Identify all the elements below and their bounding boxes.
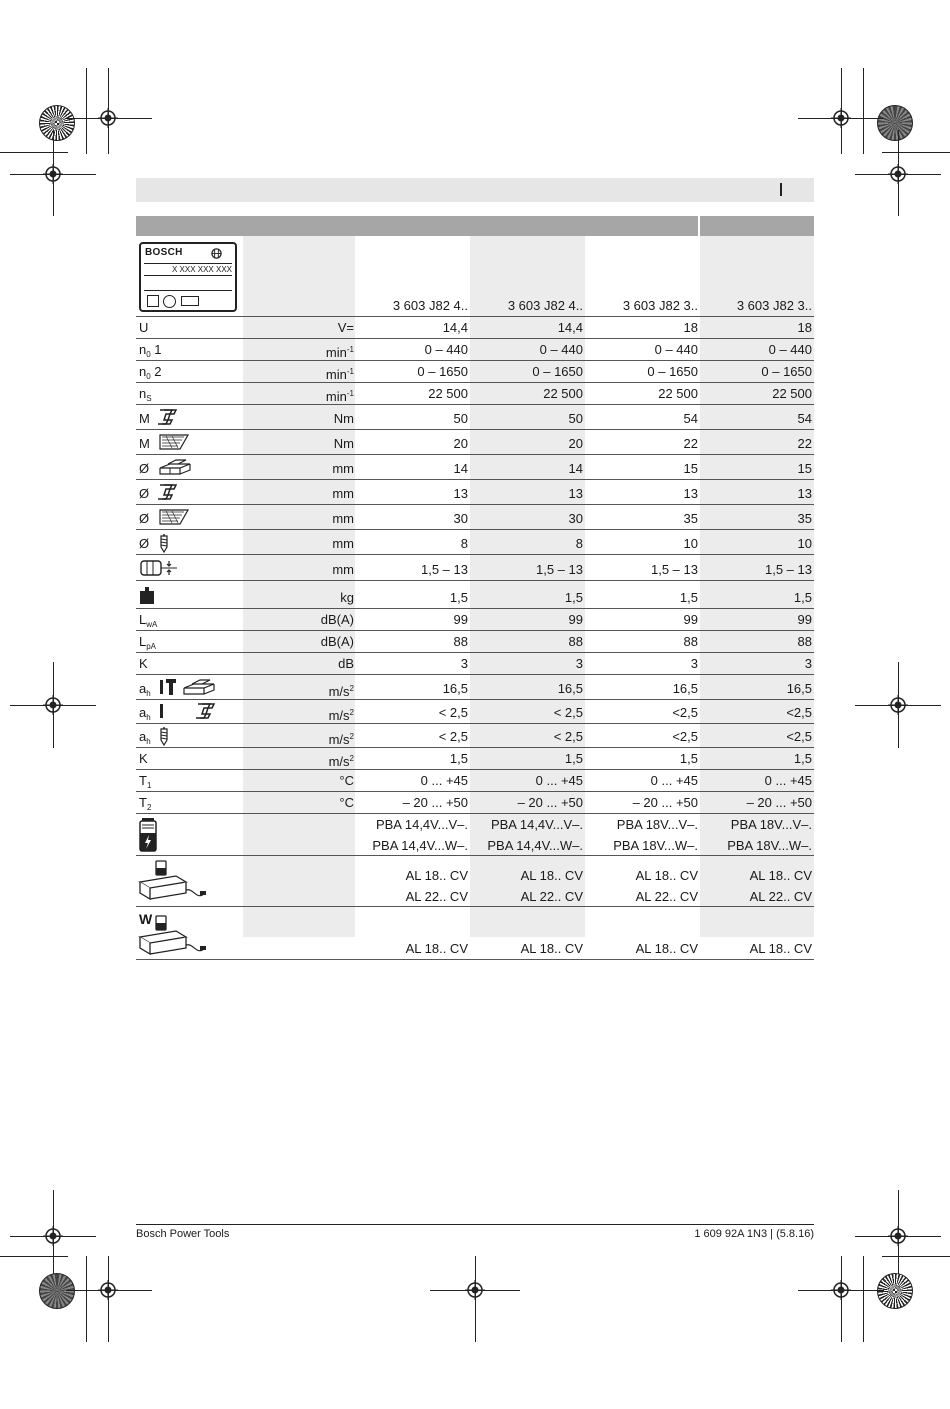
battery-icon: [139, 818, 157, 852]
row-value: 1,5: [564, 751, 583, 766]
row-unit: $m/s^2$: [328, 754, 354, 769]
bosch-logo-icon: [211, 248, 222, 259]
row-value: 8: [575, 536, 583, 551]
row-value: 22: [797, 436, 812, 451]
row-value: 14: [568, 461, 583, 476]
table-row: [136, 555, 814, 581]
footer-rule: [136, 1224, 814, 1225]
table-row: [136, 748, 814, 770]
row-unit: kg: [340, 590, 354, 605]
row-value: 0 – 1650: [417, 364, 468, 379]
row-value: 16,5: [786, 681, 812, 696]
row-label: $n_S$: [139, 386, 152, 403]
table-row: [136, 339, 814, 361]
row-label: U: [139, 320, 149, 335]
row-label: Ø: [139, 511, 150, 526]
row-label: Ø: [139, 461, 150, 476]
row-value: 15: [797, 461, 812, 476]
table-row: [136, 675, 814, 700]
charger-w-icon: [138, 915, 208, 957]
row-value: 30: [453, 511, 468, 526]
row-value: 1,5: [679, 590, 698, 605]
column-header-1: 3 603 J82 4..: [392, 298, 468, 313]
registration-rosette-icon: [39, 1273, 75, 1309]
row-value: 1,5: [679, 751, 698, 766]
row-label: $L_{wA}$: [139, 612, 158, 629]
battery-line1-col4: PBA 18V...V–.: [730, 817, 812, 832]
row-label: $L_{pA}$: [139, 634, 157, 651]
row-value: 3: [804, 656, 812, 671]
row-label: M: [139, 411, 150, 426]
row-unit: mm: [332, 461, 354, 476]
row-value: 88: [453, 634, 468, 649]
table-row: [136, 770, 814, 792]
row-value: – 20 ... +50: [517, 795, 583, 810]
row-value: < 2,5: [553, 729, 583, 744]
row-label: $n_0$ 2: [139, 364, 162, 381]
row-unit: mm: [332, 536, 354, 551]
row-unit: Nm: [333, 436, 354, 451]
table-row: [136, 383, 814, 405]
table-row: [136, 530, 814, 555]
row-label: M: [139, 436, 150, 451]
row-value: 22 500: [658, 386, 698, 401]
masonry-icon: [158, 458, 192, 481]
charger-line1-col2: AL 18.. CV: [520, 868, 583, 883]
row-value: 1,5: [793, 751, 812, 766]
row-value: 20: [568, 436, 583, 451]
row-value: 1,5: [564, 590, 583, 605]
wood-icon: [158, 508, 190, 531]
row-unit: dB(A): [320, 634, 354, 649]
row-value: 88: [568, 634, 583, 649]
row-value: 0 – 1650: [532, 364, 583, 379]
table-row: [136, 581, 814, 609]
row-label: $a_h$: [139, 705, 151, 722]
table-header-band: [136, 216, 814, 236]
row-value: <2,5: [786, 729, 812, 744]
charger-icon: [138, 860, 208, 902]
charger-w-col2: AL 18.. CV: [520, 941, 583, 956]
table-row: [136, 653, 814, 675]
row-value: 13: [683, 486, 698, 501]
row-label: $T_1$: [139, 773, 152, 790]
row-unit: dB: [338, 656, 354, 671]
page-header-divider: [780, 183, 782, 196]
row-value: 15: [683, 461, 698, 476]
row-value: <2,5: [786, 705, 812, 720]
row-value: 99: [797, 612, 812, 627]
row-value: 88: [797, 634, 812, 649]
column-header-3: 3 603 J82 3..: [622, 298, 698, 313]
row-value: 54: [797, 411, 812, 426]
row-unit: $\min^{-1}$: [325, 389, 354, 404]
hammer-masonry-icon: [150, 678, 216, 701]
row-value: 20: [453, 436, 468, 451]
row-unit: mm: [332, 486, 354, 501]
table-row: [136, 792, 814, 814]
row-value: 18: [683, 320, 698, 335]
row-value: 13: [453, 486, 468, 501]
row-value: 99: [683, 612, 698, 627]
row-value: 3: [690, 656, 698, 671]
row-value: 14: [453, 461, 468, 476]
row-value: 1,5 – 13: [421, 562, 468, 577]
table-row: [136, 700, 814, 724]
table-row: [136, 505, 814, 530]
row-value: 1,5: [793, 590, 812, 605]
row-value: 35: [797, 511, 812, 526]
row-value: 8: [460, 536, 468, 551]
battery-line2-col1: PBA 14,4V...W–.: [372, 838, 468, 853]
row-value: 54: [683, 411, 698, 426]
row-unit: $m/s^2$: [328, 684, 354, 699]
row-value: 0 – 1650: [647, 364, 698, 379]
row-label: Ø: [139, 486, 150, 501]
square-icon: [147, 295, 159, 307]
row-unit: $\min^{-1}$: [325, 345, 354, 360]
row-value: < 2,5: [438, 729, 468, 744]
row-value: 22: [683, 436, 698, 451]
charger-w-col3: AL 18.. CV: [635, 941, 698, 956]
row-value: 0 – 1650: [761, 364, 812, 379]
row-label: $T_2$: [139, 795, 152, 812]
row-unit: mm: [332, 562, 354, 577]
row-value: < 2,5: [438, 705, 468, 720]
row-label: $a_h$: [139, 729, 151, 746]
row-label: $a_h$: [139, 681, 151, 698]
charger-line1-col3: AL 18.. CV: [635, 868, 698, 883]
row-value: 22 500: [543, 386, 583, 401]
row-value: 14,4: [557, 320, 583, 335]
battery-line2-col4: PBA 18V...W–.: [727, 838, 812, 853]
row-label: K: [139, 751, 148, 766]
row-value: 50: [453, 411, 468, 426]
row-value: 0 – 440: [539, 342, 583, 357]
row-value: 1,5 – 13: [765, 562, 812, 577]
table-row-battery: [136, 814, 814, 856]
row-value: 88: [683, 634, 698, 649]
table-row: [136, 405, 814, 430]
nameplate-serial: X XXX XXX XXX: [144, 263, 232, 276]
table-row: [136, 317, 814, 339]
table-row: [136, 724, 814, 748]
row-value: 0 ... +45: [535, 773, 583, 788]
row-value: 13: [797, 486, 812, 501]
charger-line1-col4: AL 18.. CV: [749, 868, 812, 883]
steel-icon: [158, 408, 178, 431]
charger-line2-col3: AL 22.. CV: [635, 889, 698, 904]
row-value: 3: [460, 656, 468, 671]
row-value: 99: [568, 612, 583, 627]
page-header-bar: [136, 178, 814, 202]
rectangle-icon: [181, 296, 199, 306]
registration-rosette-icon: [877, 1273, 913, 1309]
row-value: – 20 ... +50: [632, 795, 698, 810]
row-value: 13: [568, 486, 583, 501]
charger-line2-col4: AL 22.. CV: [749, 889, 812, 904]
charger-line2-col1: AL 22.. CV: [405, 889, 468, 904]
row-value: – 20 ... +50: [746, 795, 812, 810]
row-unit: V=: [337, 320, 354, 335]
row-value: 0 – 440: [768, 342, 812, 357]
row-value: 3: [575, 656, 583, 671]
table-row-charger-w: [136, 907, 814, 960]
table-row-charger: [136, 856, 814, 907]
row-value: <2,5: [672, 705, 698, 720]
charger-line2-col2: AL 22.. CV: [520, 889, 583, 904]
row-value: 10: [683, 536, 698, 551]
row-value: 1,5: [449, 751, 468, 766]
row-value: 22 500: [428, 386, 468, 401]
column-header-2: 3 603 J82 4..: [507, 298, 583, 313]
row-value: 16,5: [557, 681, 583, 696]
row-value: 0 ... +45: [764, 773, 812, 788]
row-value: 1,5 – 13: [651, 562, 698, 577]
table-row: [136, 609, 814, 631]
footer-brand: Bosch Power Tools: [136, 1228, 230, 1240]
row-label: Ø: [139, 536, 150, 551]
row-unit: mm: [332, 511, 354, 526]
charger-line1-col1: AL 18.. CV: [405, 868, 468, 883]
steel-icon: [158, 483, 178, 506]
charger-w-col4: AL 18.. CV: [749, 941, 812, 956]
row-value: 50: [568, 411, 583, 426]
row-value: 10: [797, 536, 812, 551]
row-value: 30: [568, 511, 583, 526]
row-value: – 20 ... +50: [402, 795, 468, 810]
chuck-icon: [139, 559, 179, 582]
battery-line2-col3: PBA 18V...W–.: [613, 838, 698, 853]
row-value: 99: [453, 612, 468, 627]
charger-w-letter: W: [139, 911, 153, 927]
nameplate-brand: BOSCH: [145, 247, 183, 258]
battery-line2-col2: PBA 14,4V...W–.: [487, 838, 583, 853]
row-value: 16,5: [442, 681, 468, 696]
circle-icon: [163, 295, 176, 308]
row-value: 16,5: [672, 681, 698, 696]
registration-rosette-icon: [39, 105, 75, 141]
row-label: K: [139, 656, 148, 671]
table-row: [136, 631, 814, 653]
table-row: [136, 455, 814, 480]
battery-line1-col3: PBA 18V...V–.: [616, 817, 698, 832]
row-value: 0 – 440: [654, 342, 698, 357]
registration-rosette-icon: [877, 105, 913, 141]
battery-line1-col1: PBA 14,4V...V–.: [375, 817, 468, 832]
row-value: 22 500: [772, 386, 812, 401]
row-unit: $m/s^2$: [328, 708, 354, 723]
row-label: $n_0$ 1: [139, 342, 162, 359]
row-unit: dB(A): [320, 612, 354, 627]
nameplate: [139, 242, 237, 312]
technical-data-table: [136, 236, 814, 960]
footer-doc-number: 1 609 92A 1N3 | (5.8.16): [694, 1228, 814, 1240]
wood-icon: [158, 433, 190, 456]
row-value: 1,5: [449, 590, 468, 605]
weight-icon: [139, 587, 155, 610]
row-value: 0 ... +45: [420, 773, 468, 788]
row-value: 0 – 440: [424, 342, 468, 357]
drill-steel-icon: [150, 702, 216, 725]
row-unit: $\min^{-1}$: [325, 367, 354, 382]
row-value: 0 ... +45: [650, 773, 698, 788]
row-value: 35: [683, 511, 698, 526]
table-header-row: [136, 236, 814, 317]
table-row: [136, 480, 814, 505]
row-unit: Nm: [333, 411, 354, 426]
row-unit: $m/s^2$: [328, 732, 354, 747]
battery-line1-col2: PBA 14,4V...V–.: [490, 817, 583, 832]
row-value: 14,4: [442, 320, 468, 335]
row-unit: °C: [339, 795, 354, 810]
row-value: 1,5 – 13: [536, 562, 583, 577]
table-row: [136, 361, 814, 383]
row-value: <2,5: [672, 729, 698, 744]
column-header-4: 3 603 J82 3..: [736, 298, 812, 313]
table-row: [136, 430, 814, 455]
row-unit: °C: [339, 773, 354, 788]
row-value: 18: [797, 320, 812, 335]
charger-w-col1: AL 18.. CV: [405, 941, 468, 956]
row-value: < 2,5: [553, 705, 583, 720]
